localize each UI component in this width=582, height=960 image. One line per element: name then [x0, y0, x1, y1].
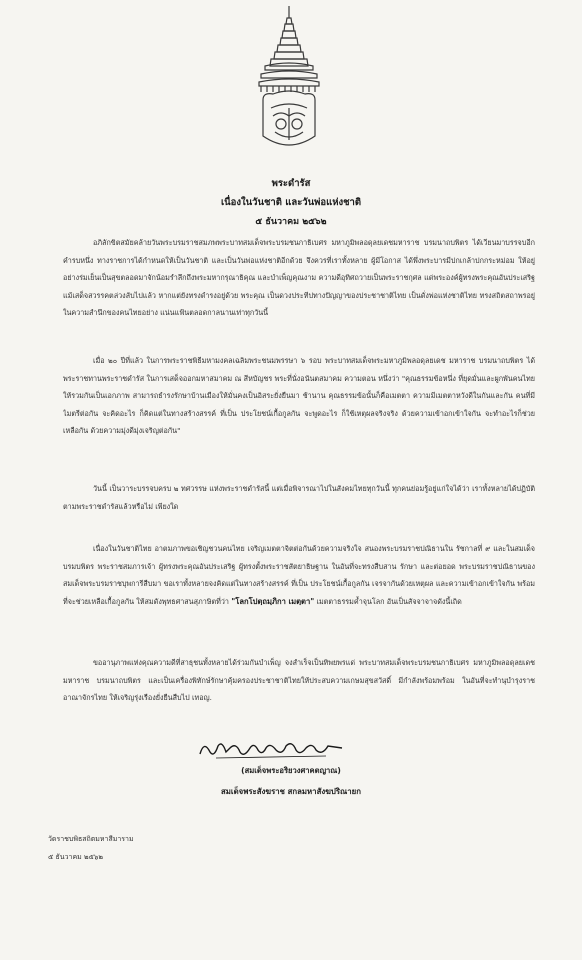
paragraph-1: อภิลักขิตสมัยคล้ายวันพระบรมราชสมภพพระบาทสมเด็จพระบรมชนกาธิเบศร มหาภูมิพลอดุลยเดชมหาราช บรมนาถบพิตร ได้เวียนมาบรรจบอีกคำรบหนึ่ง ทางราชการได้กำหนดให้เป็นวันชาติ และเป็นวันพ่อแห่งชาติอีกด้วย จึงควรที่เราทั้งหลาย ผู้มีโอกาส ได้พึ่งพระบารมีปกเกล้าปกกระหม่อม ให้อยู่อย่างร่มเย็นเป็นสุขตลอดมาจักน้อมรำลึกถึงพระมหากรุณาธิคุณ และบำเพ็ญคุณงาม ความดีอุทิศถวายเป็นพระราชกุศล แด่พระองค์ผู้ทรงพระคุณอันประเสริฐแม้เสด็จสวรรคตล่วงลับไปแล้ว หากแต่ยังทรงดำรงอยู่ด้วย พระคุณ เป็นดวงประทีปทางปัญญาของประชาชาติไทย เป็นดั่งพ่อแห่งชาติไทย ทรงสถิตสถาพรอยู่ในความสำนึกของคนไทยอย่าง แน่นแฟ้นตลอดกาลนานเท่าทุกวันนี้ [63, 238, 535, 317]
paragraph-5: ขออานุภาพแห่งคุณความดีที่สาธุชนทั้งหลายได้ร่วมกันบำเพ็ญ จงสำเร็จเป็นทิพยพรแด่ พระบาทสมเด็จพระบรมชนกาธิเบศร มหาภูมิพลอดุลยเดชมหาราช บรมนาถบพิตร และเป็นเครื่องพิทักษ์รักษาคุ้มครองประชาชาติไทยให้ประสบความเกษมสุขสวัสดิ์ มีกำลังพร้อมพร้อม ในอันที่จะทำนุบำรุงราชอาณาจักรไทย ให้เจริญรุ่งเรืองยั่งยืนสืบไป เทอญ. [63, 658, 535, 702]
paragraph-2: เมื่อ ๒๐ ปีที่แล้ว ในการพระราชพิธีมหามงคลเฉลิมพระชนมพรรษา ๖ รอบ พระบาทสมเด็จพระมหาภูมิพลอดุลยเดช มหาราช บรมนาถบพิตร ได้พระราชทานพระราชดำรัส ในการเสด็จออกมหาสมาคม ณ สีหบัญชร พระที่นั่งอนันตสมาคม ความตอน หนึ่งว่า "คุณธรรมข้อหนึ่ง ที่ยุดมั่นและผูกพันคนไทยให้รวมกันเป็นเอกภาพ สามารถธำรงรักษาบ้านเมืองให้มั่นคงเป็นอิสระยั่งยืนมา ช้านาน คุณธรรมข้อนั้นก็คือเมตตา ความมีเมตตาหวังดีในกันและกัน คนที่มีไมตรีต่อกัน จะคิดอะไร ก็คิดแต่ในทางสร้างสรรค์ ที่เป็น ประโยชน์เกื้อกูลกัน จะพูดอะไร ก็ใช้เหตุผลจริงจริง ด้วยความเข้าอกเข้าใจกัน จะทำอะไรก็ช่วยเหลือกัน ด้วยความมุ่งดีมุ่งเจริญต่อกัน" [63, 356, 535, 435]
document-title: พระดำรัส [271, 178, 311, 189]
signatory-title: สมเด็จพระสังฆราช สกลมหาสังฆปริณายก [221, 787, 361, 796]
document-subtitle: เนื่องในวันชาติ และวันพ่อแห่งชาติ [220, 197, 362, 208]
paragraph-4-tail: เมตตาธรรมค้ำจุนโลก อันเป็นสัจจาจาจดังนี้เถิด [314, 596, 462, 606]
footer-date: ๕ ธันวาคม ๒๕๖๒ [48, 853, 103, 861]
royal-crest-emblem-icon [251, 4, 327, 160]
footer-place: วัดราชบพิธสถิตมหาสีมาราม [48, 835, 134, 843]
document-date: ๕ ธันวาคม ๒๕๖๒ [255, 217, 327, 227]
signatory-name: (สมเด็จพระอริยวงศาคตญาณ) [241, 766, 341, 775]
pali-quote: "โลกโปตฺถมฺภิกา เมตฺตา" [231, 596, 315, 606]
paragraph-4 [63, 540, 535, 610]
paragraph-3: วันนี้ เป็นวาระบรรจบครบ ๒ ทศวรรษ แห่งพระราชดำรัสนี้ แต่เมื่อพิจารณาไปในสังคมไทยทุกวันนี้ ทุกคนย่อมรู้อยู่แก่ใจได้ว่า เราทั้งหลายได้ปฏิบัติตามพระราชดำรัสแล้วหรือไม่ เพียงใด [63, 484, 535, 511]
handwritten-signature [196, 736, 346, 762]
paragraph-4-text: เนื่องในวันชาติไทย อาตมภาพขอเชิญชวนคนไทย เจริญเมตตาจิตต่อกันด้วยความจริงใจ สนองพระบรมราชปณิธานใน รัชกาลที่ ๙ และในสมเด็จบรมบพิตร พระราชสมภารเจ้า ผู้ทรงพระคุณอันประเสริฐ ผู้ทรงตั้งพระราชสัตยาธิษฐาน ในอันที่จะทรงสืบสาน รักษา และต่อยอด พระบรมราชปณิธานของสมเด็จพระบรมราชบุพการีสืบมา ขอเราทั้งหลายจงคิดแต่ในทางสร้างสรรค์ ที่เป็น ประโยชน์เกื้อกูลกัน เจรจากันด้วยเหตุผล และความเข้าอกเข้าใจกัน พร้อมที่จะช่วยเหลือเกื้อกูลกัน ให้สมดังพุทธศาสนสุภาษิตที่ว่า [63, 544, 535, 606]
